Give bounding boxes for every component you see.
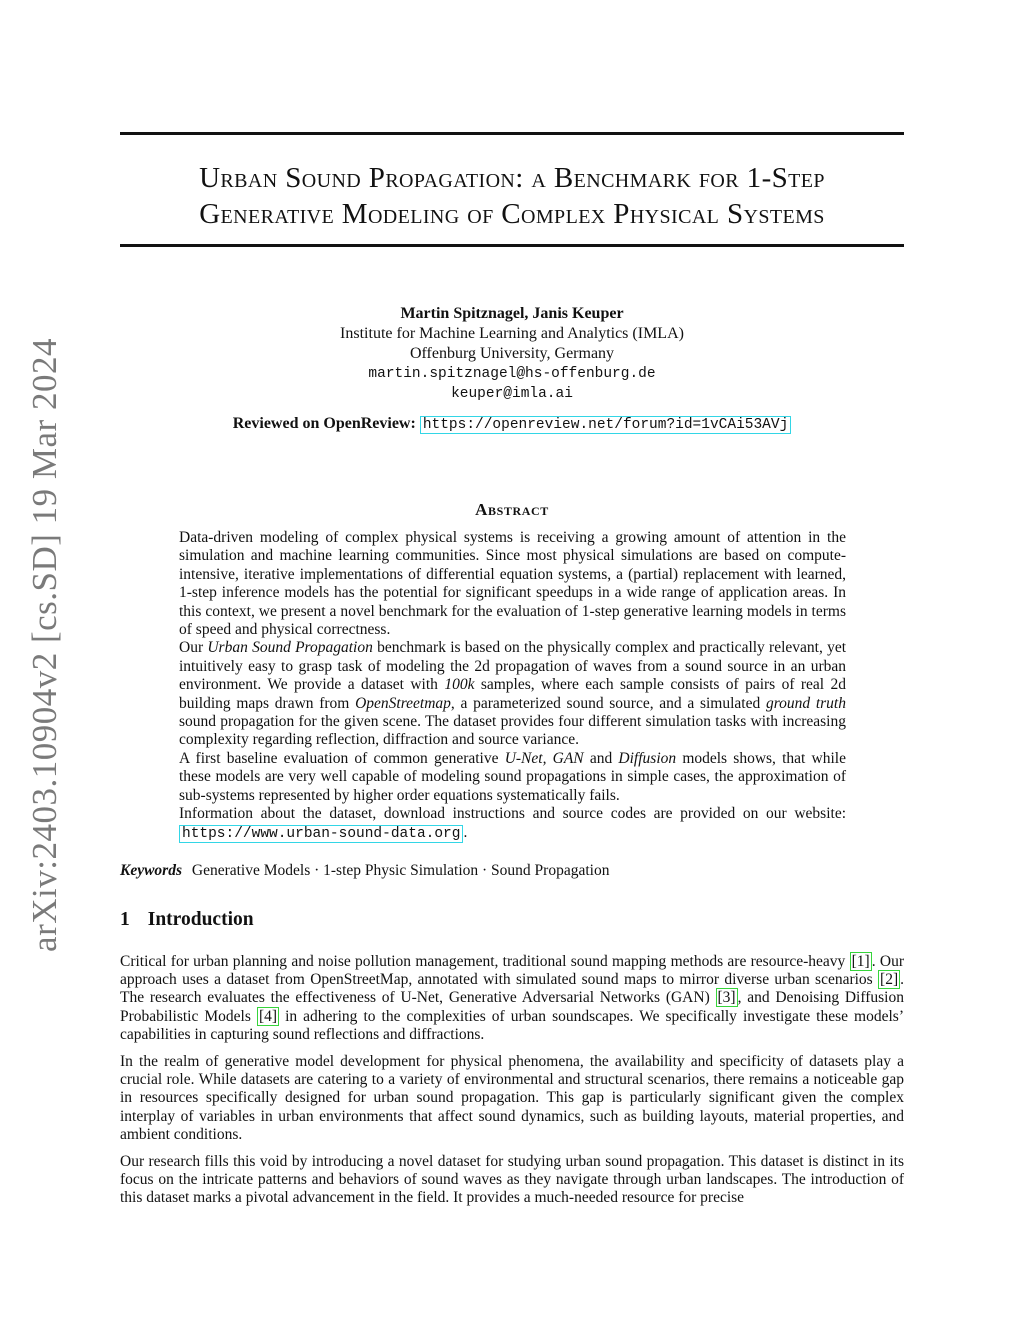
paper-title (120, 160, 904, 232)
abstract-paragraph-1: Data-driven modeling of complex physical systems is receiving a growing amount of attention in the simulation and machine learning communities. Since most physical simulations are based on compute-intensive, iterative implementations of differential equation systems, a (partial) replacement with learned, 1-step inference models has the potential for significant speedups in a wide range of application areas. In this context, we present a novel benchmark for the evaluation of 1-step generative learning models in terms of speed and physical correctness. (179, 529, 846, 639)
text-run: sound propagation for the given scene. The dataset provides four different simulation tasks with increasing complexity regarding reflection, diffraction and source variance. (179, 713, 846, 749)
arxiv-identifier-stamp: arXiv:2403.10904v2 [cs.SD] 19 Mar 2024 (25, 338, 64, 952)
author-block (120, 304, 904, 404)
intro-paragraph-2: In the realm of generative model development for physical phenomena, the availability and specificity of datasets play a crucial role. While datasets are catering to a variety of environmental and structural scenarios, there remains a noticeable gap in resources specifically designed for urban sound propagation. This gap is particularly significant given the complex interplay of variables in urban environments that affect sound dynamics, such as building layouts, material properties, and ambient conditions. (120, 1053, 904, 1143)
keywords-list: Generative Models · 1-step Physic Simulation · Sound Propagation (191, 862, 610, 879)
openreview-line (120, 414, 904, 435)
title-line-2: Generative Modeling of Complex Physical Systems (199, 198, 825, 230)
author-institute: Institute for Machine Learning and Analytics (IMLA) (340, 325, 684, 342)
abstract-heading: Abstract (475, 500, 549, 519)
openreview-label: Reviewed on OpenReview: (232, 415, 416, 432)
abstract-body (179, 529, 846, 843)
text-run-italic: Diffusion (618, 749, 677, 767)
text-run: , and Denoising Diffusion Probabilistic Models (120, 989, 904, 1025)
text-run: , a parameterized sound source, and a simulated (450, 694, 766, 712)
citation-link-4[interactable]: [4] (258, 1007, 278, 1025)
intro-paragraph-3: Our research fills this void by introducing a novel dataset for studying urban sound propagation. This dataset is distinct in its focus on the intricate patterns and behaviors of sound waves as they navigate through urban landscapes. The introduction of this dataset marks a pivotal advancement in the field. It provides a much-needed resource for precise (120, 1153, 904, 1207)
text-run: and (583, 749, 619, 767)
author-email-2[interactable]: keuper@imla.ai (451, 386, 573, 402)
keywords-line (120, 861, 904, 880)
title-line-1: Urban Sound Propagation: a Benchmark for 1-Step (199, 162, 825, 194)
text-run-italic: 100k (444, 676, 475, 694)
title-bottom-rule (120, 244, 904, 247)
text-run-italic: ground truth (765, 694, 846, 712)
openreview-link[interactable]: https://openreview.net/forum?id=1vCAi53AVj (420, 416, 791, 434)
keywords-label: Keywords (120, 862, 182, 879)
abstract-paragraph-3 (179, 750, 846, 805)
citation-link-3[interactable]: [3] (717, 989, 736, 1007)
text-run: . Our approach uses a dataset from OpenStreetMap, annotated with simulated sound maps to mirror diverse urban scenarios (120, 953, 904, 989)
text-run: A first baseline evaluation of common generative (179, 749, 505, 767)
section-title-text: Introduction (147, 909, 254, 930)
text-run-italic: OpenStreetmap (355, 694, 451, 712)
author-university: Offenburg University, Germany (409, 345, 615, 362)
text-run: . The research evaluates the effectiveness of U-Net, Generative Adversarial Networks (GAN) (120, 971, 904, 1007)
text-run: . (463, 823, 468, 841)
text-run: Our (179, 639, 208, 657)
section-heading-introduction (120, 909, 254, 931)
text-run: Information about the dataset, download instructions and source codes are provided on our website: (179, 805, 846, 823)
section-number: 1 (120, 909, 130, 930)
citation-link-1[interactable]: [1] (851, 953, 870, 970)
abstract-paragraph-2 (179, 639, 846, 749)
title-top-rule (120, 132, 904, 135)
website-link[interactable]: https://www.urban-sound-data.org (179, 825, 463, 843)
text-run-italic: Urban Sound Propagation (207, 639, 373, 657)
author-names: Martin Spitznagel, Janis Keuper (400, 305, 624, 322)
text-run-italic: U-Net, GAN (504, 749, 584, 767)
text-run: models shows, that while these models are very well capable of modeling sound propagations in simple cases, the approximation of sub-systems represented by higher order equations systematically fails. (179, 749, 846, 804)
abstract-paragraph-4 (179, 805, 846, 843)
text-run: benchmark is based on the physically complex and practically relevant, yet intuitively easy to grasp task of modeling the 2d propagation of waves from a sound source in an urban environment. We provide a dataset with (179, 639, 847, 694)
introduction-body (120, 953, 904, 1217)
text-run: samples, where each sample consists of pairs of real 2d building maps drawn from (179, 676, 846, 712)
text-run: Critical for urban planning and noise pollution management, traditional sound mapping methods are resource-heavy (120, 953, 850, 970)
intro-paragraph-1 (120, 953, 904, 1044)
text-run: in adhering to the complexities of urban soundscapes. We specifically investigate these models’ capabilities in capturing sound reflections and diffractions. (120, 1007, 904, 1043)
author-email-1[interactable]: martin.spitznagel@hs-offenburg.de (368, 366, 656, 382)
citation-link-2[interactable]: [2] (880, 971, 899, 989)
